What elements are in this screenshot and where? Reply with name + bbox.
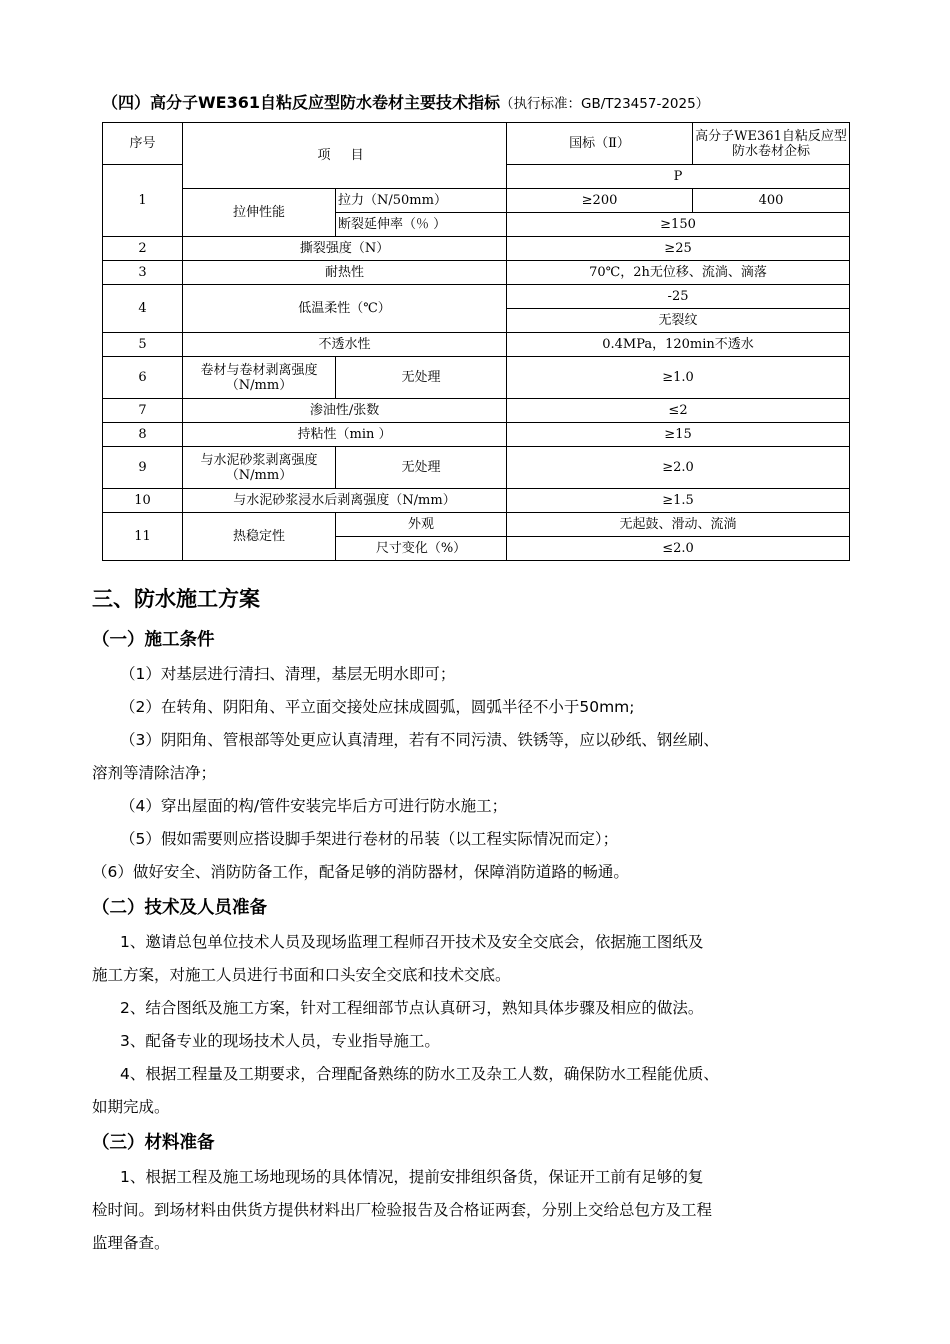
row-value: ≤2 [507,399,850,423]
row-value: -25 [507,285,850,309]
row-value: ≥25 [507,237,850,261]
row-value-enterprise: 400 [693,189,850,213]
header-enterprise: 高分子WE361自粘反应型防水卷材企标 [693,123,850,165]
row-value: 无裂纹 [507,309,850,333]
row-no: 11 [103,513,183,561]
table-header-row [103,123,850,165]
row-no: 6 [103,357,183,399]
paragraph: 施工方案，对施工人员进行书面和口头安全交底和技术交底。 [92,966,511,984]
table-row [103,189,850,213]
row-no: 8 [103,423,183,447]
row-no: 3 [103,261,183,285]
row-value-national: ≥200 [507,189,693,213]
row-item: 低温柔性（℃） [183,285,507,333]
paragraph: （6）做好安全、消防防备工作，配备足够的消防器材，保障消防道路的畅通。 [92,863,629,881]
row-item: 卷材与卷材剥离强度（N/mm） [183,357,336,399]
row-value: ≥1.0 [507,357,850,399]
row-subitem: 外观 [336,513,507,537]
paragraph: 监理备查。 [92,1234,170,1252]
row-value: ≥15 [507,423,850,447]
row-item: 持粘性（min ） [183,423,507,447]
paragraph: （2）在转角、阴阳角、平立面交接处应抹成圆弧，圆弧半径不小于50mm; [120,698,635,716]
paragraph: 如期完成。 [92,1098,170,1116]
row-subitem: 无处理 [336,447,507,489]
row-no: 2 [103,237,183,261]
table-row [103,423,850,447]
paragraph: 3、配备专业的现场技术人员，专业指导施工。 [120,1032,440,1050]
header-item: 项 目 [183,123,507,189]
header-no: 序号 [103,123,183,165]
row-item: 撕裂强度（N） [183,237,507,261]
section-heading: 三、防水施工方案 [92,587,260,611]
paragraph: 检时间。到场材料由供货方提供材料出厂检验报告及合格证两套，分别上交给总包方及工程 [92,1201,713,1219]
row-item: 与水泥砂浆浸水后剥离强度（N/mm） [183,489,507,513]
row-value: ≥150 [507,213,850,237]
row-value: ≥1.5 [507,489,850,513]
row-item: 热稳定性 [183,513,336,561]
row-no: 9 [103,447,183,489]
table-row [103,333,850,357]
table-row [103,513,850,537]
row-value: 70℃，2h无位移、流淌、滴落 [507,261,850,285]
subsection-heading-conditions: （一）施工条件 [92,630,215,650]
table-row [103,399,850,423]
row-value: 0.4MPa，120min不透水 [507,333,850,357]
paragraph: 1、邀请总包单位技术人员及现场监理工程师召开技术及安全交底会，依据施工图纸及 [120,933,704,951]
table-row [103,261,850,285]
table-row [103,357,850,399]
row-item: 与水泥砂浆剥离强度（N/mm） [183,447,336,489]
row-value: ≤2.0 [507,537,850,561]
row-no: 10 [103,489,183,513]
paragraph: 溶剂等清除洁净； [92,764,217,782]
row-value: ≥2.0 [507,447,850,489]
table-row [103,447,850,489]
row-subitem: 尺寸变化（%） [336,537,507,561]
spec-standard-text: （执行标准：GB/T23457-2025） [499,96,710,112]
row-no: 5 [103,333,183,357]
spec-title-text: （四）高分子WE361自粘反应型防水卷材主要技术指标 [102,93,500,112]
row-item: 耐热性 [183,261,507,285]
row-subitem: 无处理 [336,357,507,399]
row-no: 1 [103,165,183,237]
paragraph: 4、根据工程量及工期要求，合理配备熟练的防水工及杂工人数，确保防水工程能优质、 [120,1065,719,1083]
table-row [103,285,850,309]
table-row [103,237,850,261]
paragraph: （5）假如需要则应搭设脚手架进行卷材的吊装（以工程实际情况而定）； [120,830,619,848]
spec-table [102,122,850,561]
paragraph: 1、根据工程及施工场地现场的具体情况，提前安排组织备货，保证开工前有足够的复 [120,1168,704,1186]
spec-table-title [102,90,862,113]
row-subitem: 拉力（N/50mm） [336,189,507,213]
subsection-heading-tech: （二）技术及人员准备 [92,898,267,918]
row-item: 不透水性 [183,333,507,357]
row-value: 无起鼓、滑动、流淌 [507,513,850,537]
paragraph: （1）对基层进行清扫、清理，基层无明水即可； [120,665,456,683]
row-item: 渗油性/张数 [183,399,507,423]
table-row [103,489,850,513]
subsection-heading-materials: （三）材料准备 [92,1133,215,1153]
paragraph: （4）穿出屋面的构/管件安装完毕后方可进行防水施工； [120,797,508,815]
row-no: 7 [103,399,183,423]
paragraph: （3）阴阳角、管根部等处更应认真清理，若有不同污渍、铁锈等，应以砂纸、钢丝刷、 [120,731,719,749]
header-national: 国标（Ⅱ） [507,123,693,165]
type-p: P [507,165,850,189]
paragraph: 2、结合图纸及施工方案，针对工程细部节点认真研习，熟知具体步骤及相应的做法。 [120,999,704,1017]
row-item: 拉伸性能 [183,189,336,237]
row-subitem: 断裂延伸率（％ ） [336,213,507,237]
row-no: 4 [103,285,183,333]
